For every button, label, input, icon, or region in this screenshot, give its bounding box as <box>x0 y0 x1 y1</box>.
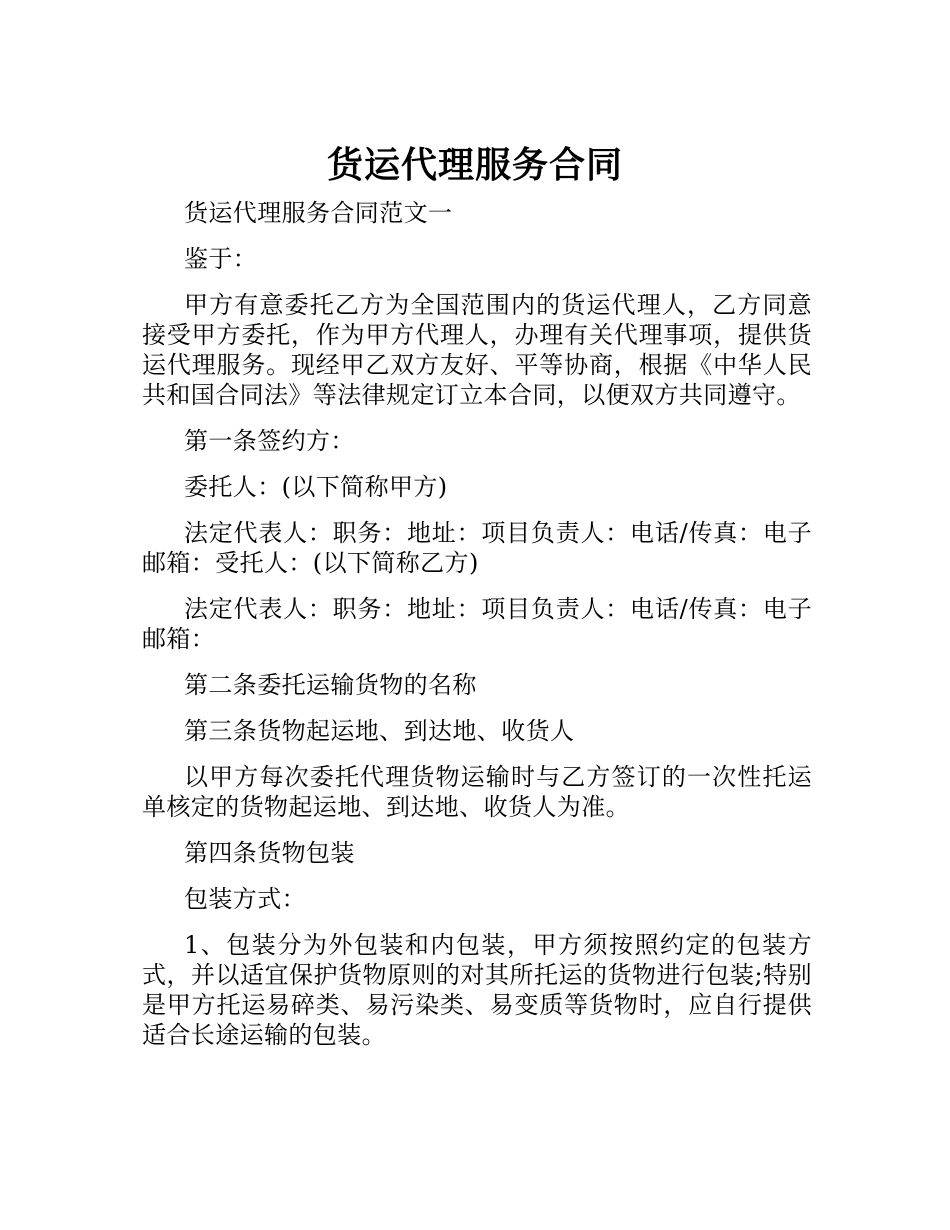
paragraph-article-1: 第一条签约方： <box>184 427 355 455</box>
paragraph-whereas: 鉴于： <box>184 245 258 273</box>
paragraph-packaging-method: 包装方式： <box>184 885 306 913</box>
paragraph-principal: 委托人：(以下简称甲方) <box>184 473 448 501</box>
paragraph-agent-details: 法定代表人：职务：地址：项目负责人：电话/传真：电子邮箱： <box>142 595 812 653</box>
document-title: 货运代理服务合同 <box>326 145 623 187</box>
document-body <box>142 198 812 1066</box>
paragraph-subtitle: 货运代理服务合同范文一 <box>184 199 453 227</box>
paragraph-principal-details: 法定代表人：职务：地址：项目负责人：电话/传真：电子邮箱：受托人：(以下简称乙方) <box>142 519 812 577</box>
paragraph-article-3: 第三条货物起运地、到达地、收货人 <box>184 717 575 745</box>
paragraph-article-4: 第四条货物包装 <box>184 839 355 867</box>
paragraph-recital: 甲方有意委托乙方为全国范围内的货运代理人，乙方同意接受甲方委托，作为甲方代理人，办理有关代理事项，提供货运代理服务。现经甲乙双方友好、平等协商，根据《中华人民共和国合同法》等法律规定订立本合同，以便双方共同遵守。 <box>142 291 812 409</box>
paragraph-article-3-body: 以甲方每次委托代理货物运输时与乙方签订的一次性托运单核定的货物起运地、到达地、收货人为准。 <box>142 763 812 821</box>
paragraph-packaging-item-1: 1、包装分为外包装和内包装，甲方须按照约定的包装方式，并以适宜保护货物原则的对其所托运的货物进行包装;特别是甲方托运易碎类、易污染类、易变质等货物时，应自行提供适合长途运输的包装。 <box>142 931 812 1049</box>
paragraph-article-2: 第二条委托运输货物的名称 <box>184 671 477 699</box>
